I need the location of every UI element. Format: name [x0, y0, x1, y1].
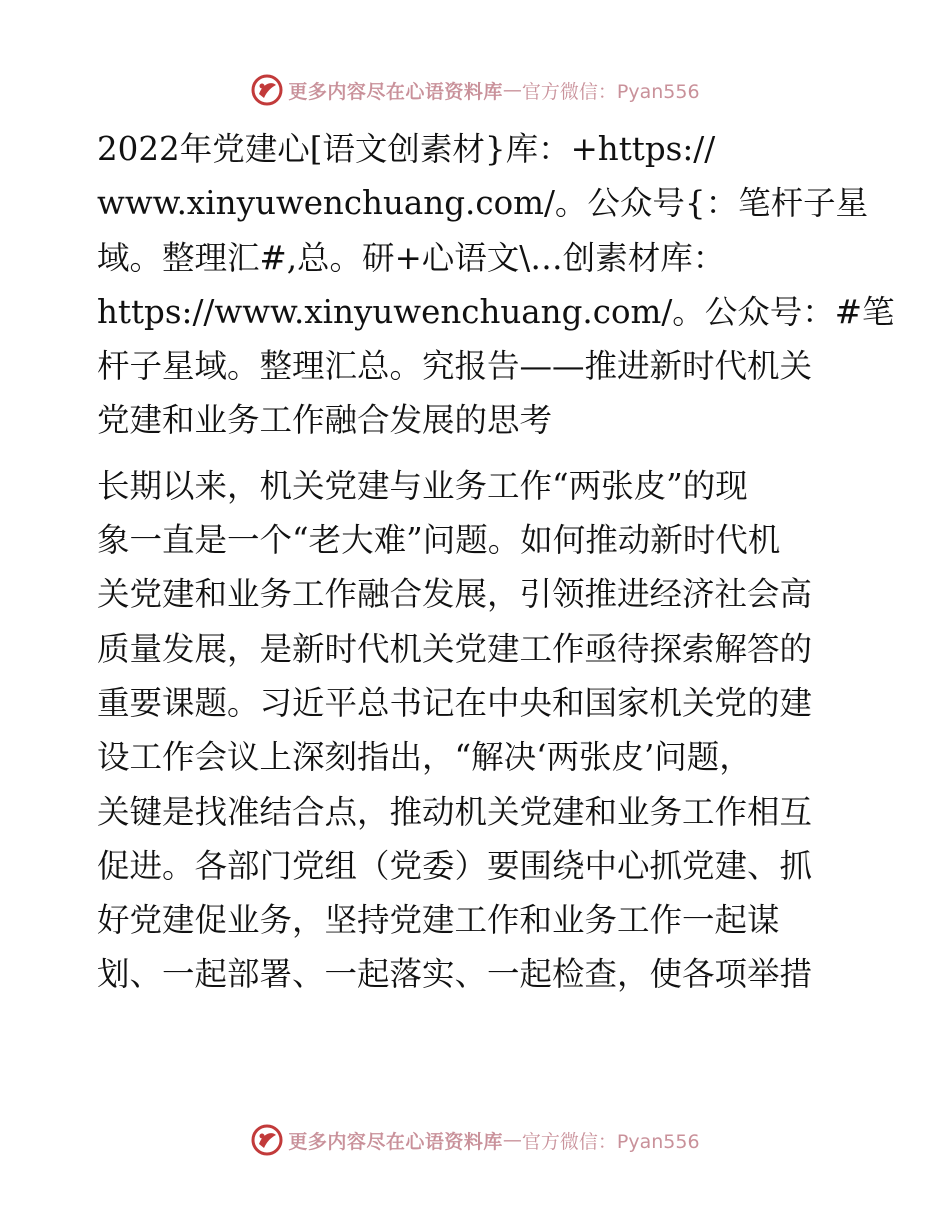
- text-line: www.xinyuwenchuang.com/。公众号{：笔杆子星: [97, 184, 869, 223]
- paragraph-gap: [97, 448, 857, 459]
- header-banner-wechat: 官方微信：Pyan556: [521, 80, 700, 103]
- text-line: 划、一起部署、一起落实、一起检查，使各项举措: [97, 955, 813, 994]
- text-line: 杆子星域。整理汇总。究报告——推进新时代机关: [97, 347, 813, 386]
- text-line: https://www.xinyuwenchuang.com/。公众号：#笔: [97, 292, 895, 331]
- text-line: 象一直是一个“老大难”问题。如何推动新时代机: [97, 521, 781, 560]
- text-line: 党建和业务工作融合发展的思考: [97, 401, 553, 440]
- paragraph-2: [97, 459, 857, 1002]
- text-line: 促进。各部门党组（党委）要围绕中心抓党建、抓: [97, 846, 813, 885]
- header-banner: [0, 70, 950, 110]
- header-banner-separator: —: [502, 79, 522, 101]
- text-line: 关党建和业务工作融合发展，引领推进经济社会高: [97, 575, 813, 614]
- text-line: 设工作会议上深刻指出，“解决‘两张皮’问题，: [97, 738, 752, 777]
- red-seal-logo-icon: [250, 73, 284, 107]
- text-line: 好党建促业务，坚持党建工作和业务工作一起谋: [97, 901, 780, 940]
- text-line: 关键是找准结合点，推动机关党建和业务工作相互: [97, 792, 813, 831]
- text-line: 质量发展，是新时代机关党建工作亟待探索解答的: [97, 629, 813, 668]
- footer-banner: [0, 1120, 950, 1160]
- footer-banner-text: 更多内容尽在心语资料库: [288, 1130, 503, 1153]
- footer-banner-wechat: 官方微信：Pyan556: [521, 1130, 700, 1153]
- text-line: 2022年党建心[语文创素材}库：+https://: [97, 130, 716, 168]
- header-banner-text: 更多内容尽在心语资料库: [288, 80, 503, 103]
- paragraph-1: [97, 122, 895, 448]
- red-seal-logo-icon: [250, 1123, 284, 1157]
- footer-banner-separator: —: [502, 1129, 522, 1151]
- document-body: [97, 122, 895, 1002]
- text-line: 域。整理汇#,总。研+心语文\…创素材库：: [97, 238, 726, 277]
- text-line: 重要课题。习近平总书记在中央和国家机关党的建: [97, 683, 813, 722]
- text-line: 长期以来，机关党建与业务工作“两张皮”的现: [97, 466, 748, 505]
